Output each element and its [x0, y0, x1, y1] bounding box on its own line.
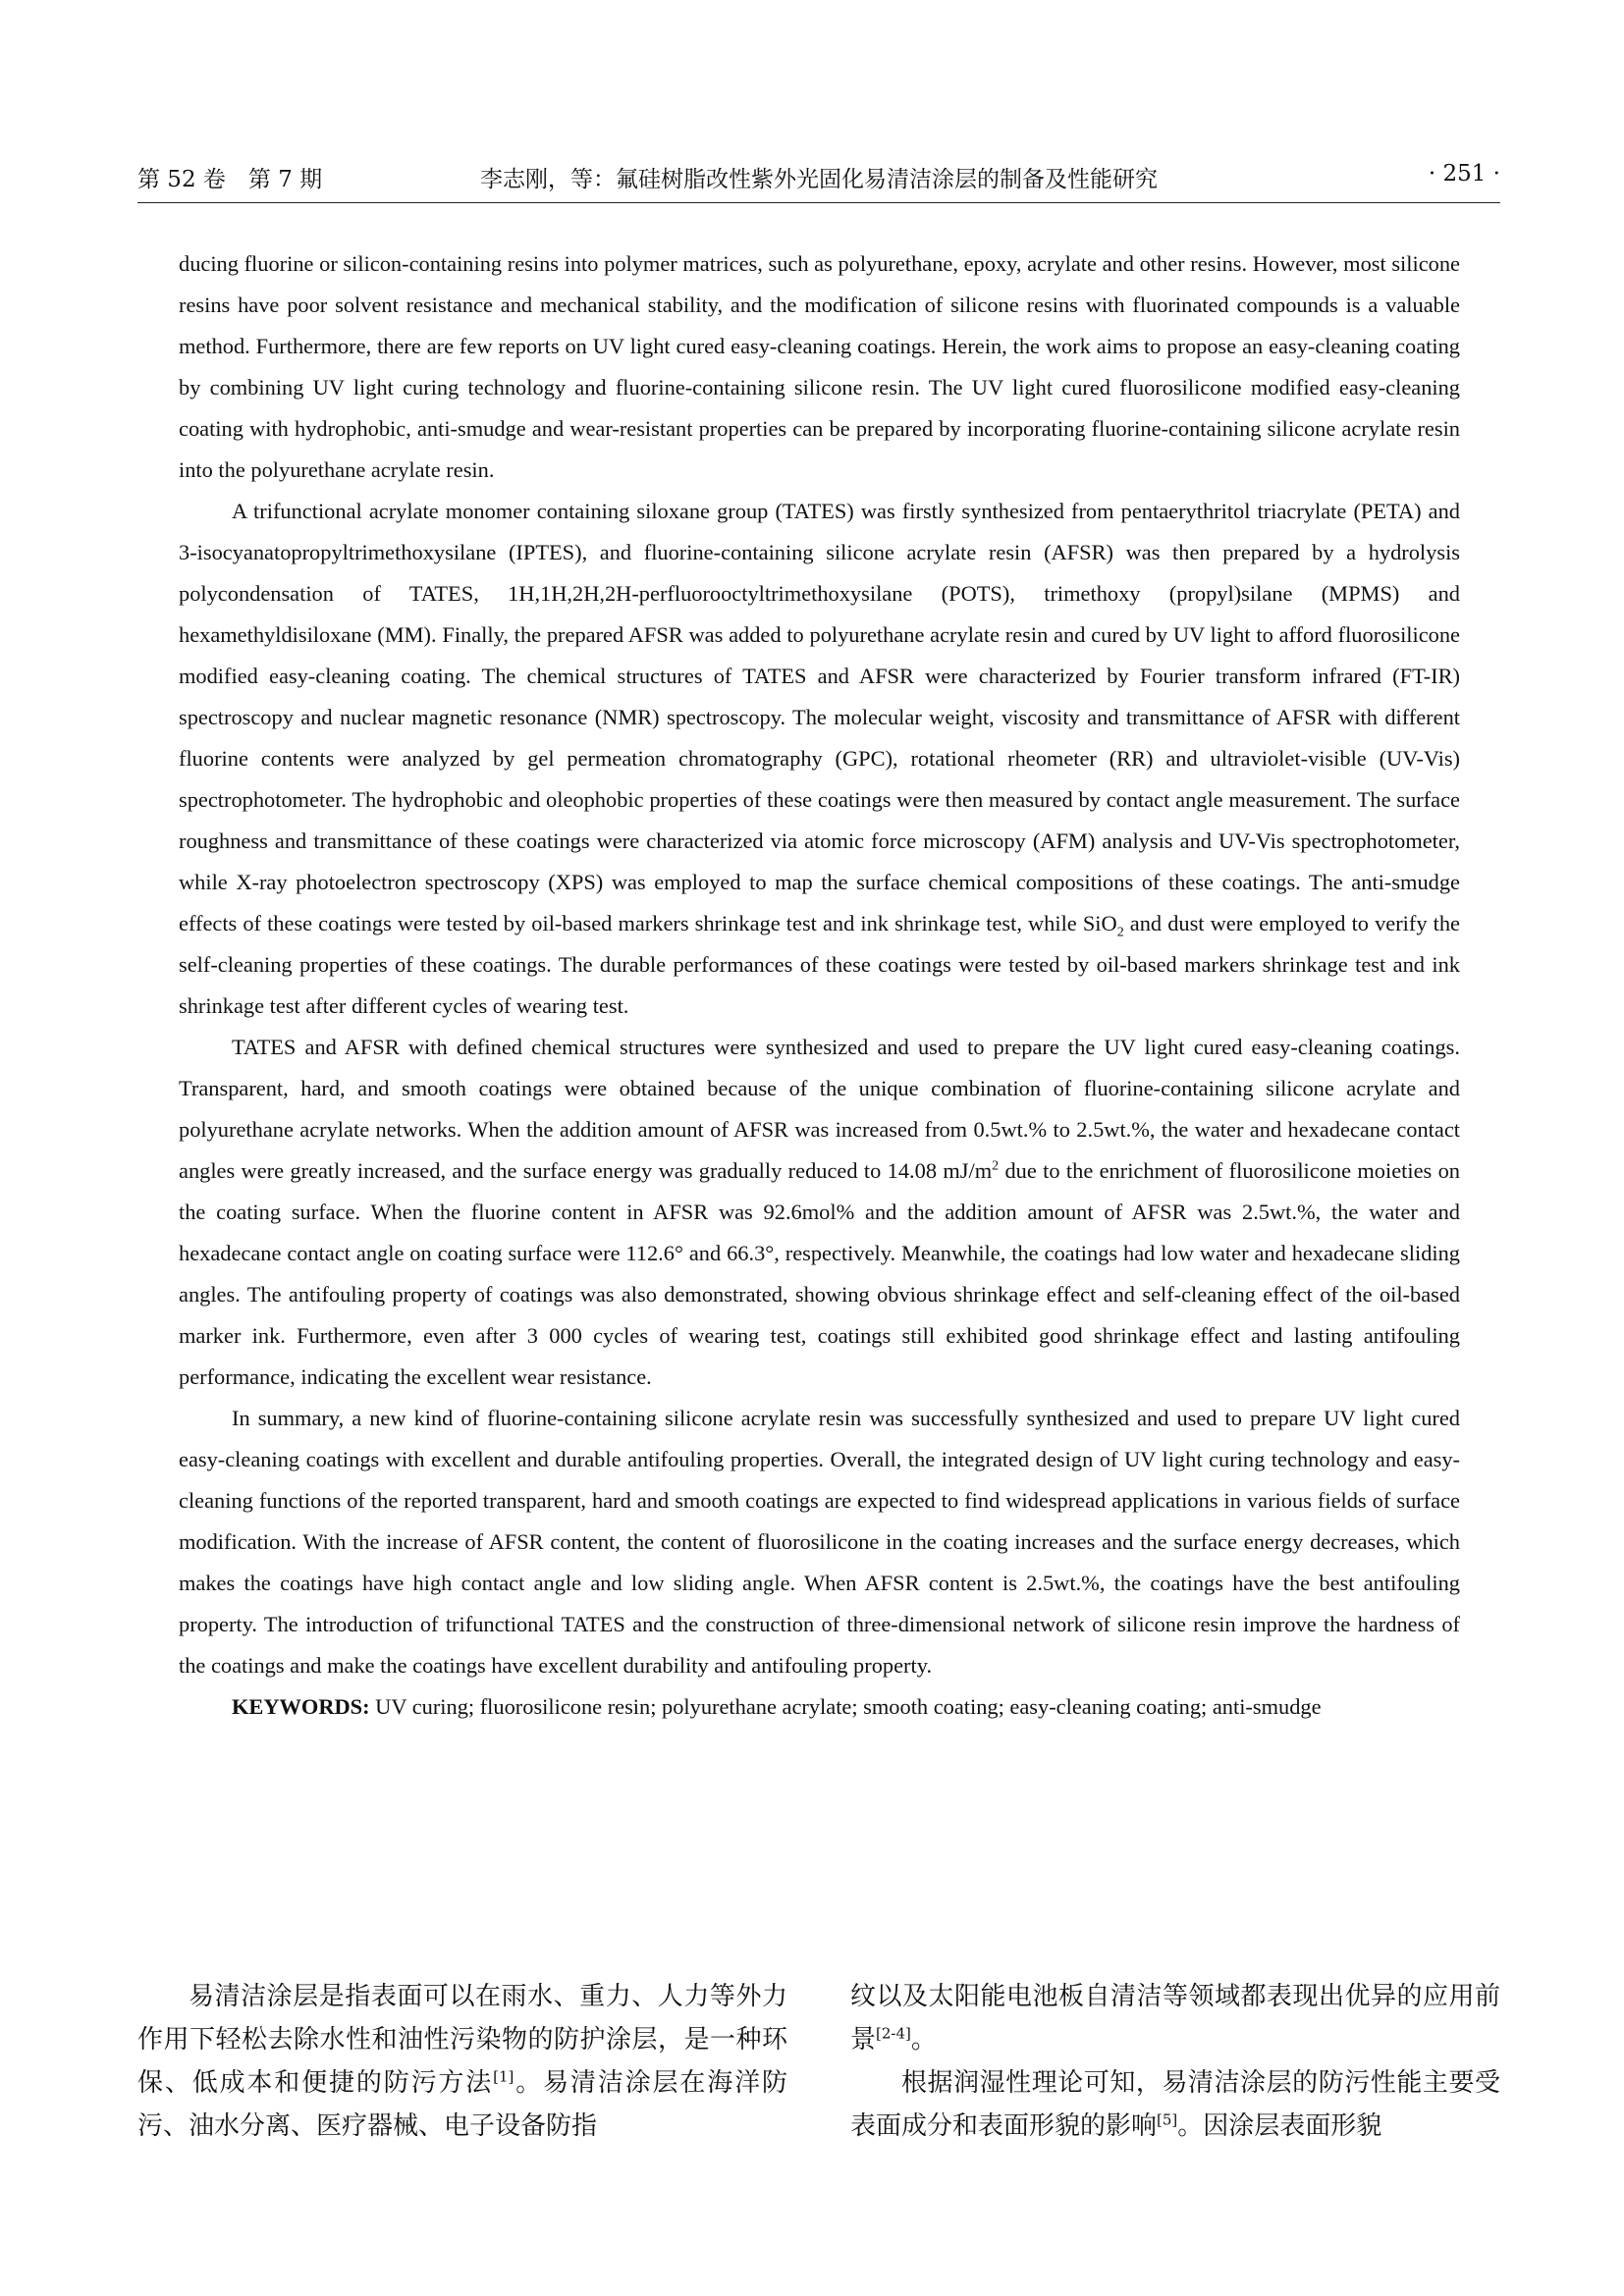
header-rule — [137, 202, 1500, 203]
body-text — [137, 1975, 1500, 2148]
volume-issue: 第 52 卷 第 7 期 — [137, 167, 323, 192]
body-text-run: 。因涂层表面形貌 — [1177, 2111, 1382, 2141]
abstract-paragraph: In summary, a new kind of fluorine-containing silicone acrylate resin was successfully synthesized and used to prepare UV light cured easy-cleaning coatings with excellent and durable antifouling properties. Overall, the integrated design of UV light curing technology and easy-cleaning functions of the reported transparent, hard and smooth coatings are expected to find widespread applications in various fields of surface modification. With the increase of AFSR content, the content of fluorosilicone in the coating increases and the surface energy decreases, which makes the coatings have high contact angle and low sliding angle. When AFSR content is 2.5wt.%, the coatings have the best antifouling property. The introduction of trifunctional TATES and the construction of three-dimensional network of silicone resin improve the hardness of the coatings and make the coatings have excellent durability and antifouling property. — [179, 1406, 1460, 1678]
subscript: 2 — [1116, 925, 1124, 940]
body-paragraph — [850, 2061, 1500, 2148]
abstract-paragraph — [179, 491, 1460, 1027]
abstract-text: and dust were employed to verify the self-cleaning properties of these coatings. The durable performances of these coatings were tested by oil-based markers shrinkage test and ink shrinkage test after different cycles of wearing test. — [179, 911, 1460, 1018]
body-text-run: 。 — [910, 2025, 937, 2055]
citation: [1] — [493, 2067, 514, 2086]
body-text-run: 根据润湿性理论可知，易清洁涂层的防污性能主要受表面成分和表面形貌的影响 — [850, 2068, 1500, 2141]
body-paragraph — [850, 1975, 1500, 2061]
abstract-paragraph — [179, 1027, 1460, 1398]
abstract-text: A trifunctional acrylate monomer containing siloxane group (TATES) was firstly synthesized from pentaerythritol triacrylate (PETA) and 3-isocyanatopropyltrimethoxysilane (IPTES), and fluorine-containing silicone acrylate resin (AFSR) was then prepared by a hydrolysis polycondensation of TATES, 1H,1H,2H,2H-perfluorooctyltrimethoxysilane (POTS), trimethoxy (propyl)silane (MPMS) and hexamethyldisiloxane (MM). Finally, the prepared AFSR was added to polyurethane acrylate resin and cured by UV light to afford fluorosilicone modified easy-cleaning coating. The chemical structures of TATES and AFSR were characterized by Fourier transform infrared (FT-IR) spectroscopy and nuclear magnetic resonance (NMR) spectroscopy. The molecular weight, viscosity and transmittance of AFSR with different fluorine contents were analyzed by gel permeation chromatography (GPC), rotational rheometer (RR) and ultraviolet-visible (UV-Vis) spectrophotometer. The hydrophobic and oleophobic properties of these coatings were then measured by contact angle measurement. The surface roughness and transmittance of these coatings were characterized via atomic force microscopy (AFM) analysis and UV-Vis spectrophotometer, while X-ray photoelectron spectroscopy (XPS) was employed to map the surface chemical compositions of these coatings. The anti-smudge effects of these coatings were tested by oil-based markers shrinkage test and ink shrinkage test, while SiO — [179, 499, 1460, 935]
body-paragraph — [137, 1975, 787, 2148]
citation: [2-4] — [876, 2024, 911, 2043]
abstract-paragraph: ducing fluorine or silicon-containing resins into polymer matrices, such as polyurethane, epoxy, acrylate and other resins. However, most silicone resins have poor solvent resistance and mechanical stability, and the modification of silicone resins with fluorinated compounds is a valuable method. Furthermore, there are few reports on UV light cured easy-cleaning coatings. Herein, the work aims to propose an easy-cleaning coating by combining UV light curing technology and fluorine-containing silicone resin. The UV light cured fluorosilicone modified easy-cleaning coating with hydrophobic, anti-smudge and wear-resistant properties can be prepared by incorporating fluorine-containing silicone acrylate resin into the polyurethane acrylate resin. — [179, 251, 1460, 482]
right-column — [850, 1975, 1500, 2148]
running-header — [137, 157, 1500, 200]
body-text-run: 。易清洁涂层在海洋防污、油水分离、医疗器械、电子设备防指 — [137, 2068, 787, 2141]
superscript: 2 — [992, 1158, 1000, 1174]
citation: [5] — [1157, 2110, 1178, 2129]
abstract-text: TATES and AFSR with defined chemical structures were synthesized and used to prepare the UV light cured easy-cleaning coatings. Transparent, hard, and smooth coatings were obtained because of the unique combination of fluorine-containing silicone acrylate and polyurethane acrylate networks. When the addition amount of AFSR was increased from 0.5wt.% to 2.5wt.%, the water and hexadecane contact angles were greatly increased, and the surface energy was gradually reduced to 14.08 mJ/m — [179, 1035, 1460, 1183]
keywords-text: UV curing; fluorosilicone resin; polyurethane acrylate; smooth coating; easy-cleaning coating; anti-smudge — [369, 1694, 1322, 1719]
keywords-label: KEYWORDS: — [232, 1694, 370, 1719]
english-abstract — [179, 243, 1460, 1728]
page-number: · 251 · — [1428, 161, 1500, 187]
left-column — [137, 1975, 787, 2148]
body-text-run: 纹以及太阳能电池板自清洁等领域都表现出优异的应用前景 — [850, 1982, 1500, 2055]
running-title: 李志刚，等：氟硅树脂改性紫外光固化易清洁涂层的制备及性能研究 — [480, 167, 1158, 192]
keywords-line — [179, 1686, 1460, 1728]
abstract-text: due to the enrichment of fluorosilicone moieties on the coating surface. When the fluorine content in AFSR was 92.6mol% and the addition amount of AFSR was 2.5wt.%, the water and hexadecane contact angle on coating surface were 112.6° and 66.3°, respectively. Meanwhile, the coatings had low water and hexadecane sliding angles. The antifouling property of coatings was also demonstrated, showing obvious shrinkage effect and self-cleaning effect of the oil-based marker ink. Furthermore, even after 3 000 cycles of wearing test, coatings still exhibited good shrinkage effect and lasting antifouling performance, indicating the excellent wear resistance. — [179, 1158, 1460, 1389]
body-text-run: 易清洁涂层是指表面可以在雨水、重力、人力等外力作用下轻松去除水性和油性污染物的防护涂层，是一种环保、低成本和便捷的防污方法 — [137, 1982, 787, 2098]
